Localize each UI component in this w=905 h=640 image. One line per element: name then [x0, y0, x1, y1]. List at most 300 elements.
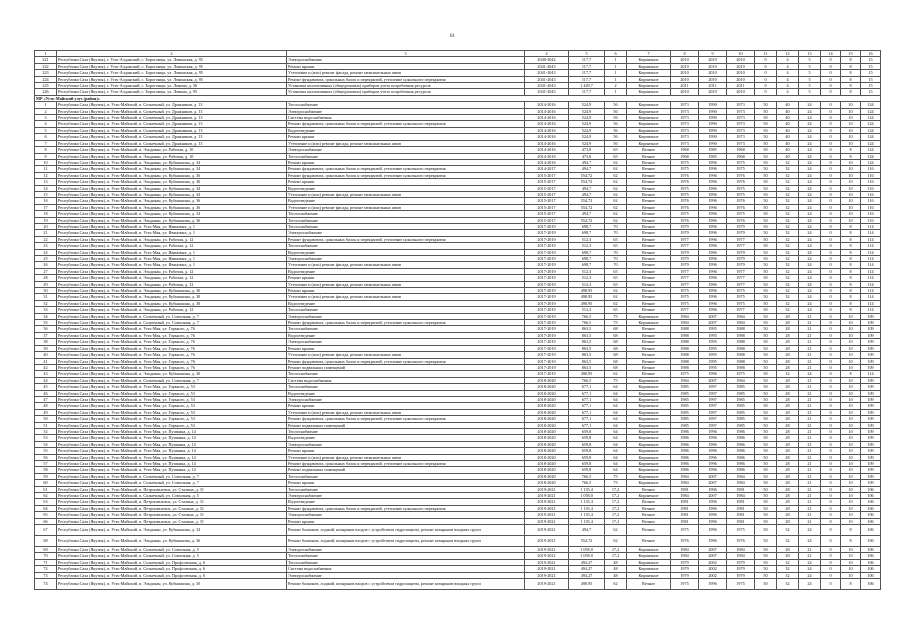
- table-cell: Кирпичное: [627, 547, 671, 553]
- table-cell: 2041-2043: [525, 63, 569, 69]
- table-cell: Ремонт крыши: [287, 179, 525, 185]
- table-cell: 10: [841, 396, 861, 402]
- table-cell: 0: [821, 579, 841, 590]
- table-cell: 50: [755, 243, 777, 249]
- table-cell: 0: [821, 358, 841, 364]
- table-cell: 28: [777, 467, 799, 473]
- table-cell: 32: [777, 579, 799, 590]
- table-cell: 10: [841, 320, 861, 326]
- table-cell: 50: [755, 179, 777, 185]
- table-cell: 1995: [699, 358, 727, 364]
- table-cell: 45: [35, 384, 57, 390]
- table-cell: 50: [755, 512, 777, 518]
- table-cell: Теплоснабжение: [287, 559, 525, 565]
- table-cell: Ремонт фундамента, цокольных балок и перекрытий, утепление цокольного перекрытия: [287, 358, 525, 364]
- table-cell: 64: [35, 505, 57, 511]
- table-cell: 512,3: [569, 281, 605, 287]
- table-cell: 2010: [699, 70, 727, 76]
- table-cell: 17,2: [605, 553, 627, 559]
- table-cell: 10: [841, 566, 861, 572]
- table-cell: 116: [861, 166, 881, 172]
- table-cell: 1986: [727, 467, 755, 473]
- table-cell: 50: [755, 364, 777, 370]
- table-cell: 698,7: [569, 262, 605, 268]
- table-cell: 50: [755, 217, 777, 223]
- table-cell: 1985: [699, 153, 727, 159]
- table-cell: 64: [605, 416, 627, 422]
- table-cell: 10: [841, 326, 861, 332]
- table-cell: 28: [777, 352, 799, 358]
- table-cell: 50: [755, 454, 777, 460]
- table-cell: 28: [777, 409, 799, 415]
- table-cell: 70: [605, 256, 627, 262]
- table-cell: 62: [605, 204, 627, 210]
- table-cell: 1984: [727, 377, 755, 383]
- table-cell: 64: [605, 467, 627, 473]
- table-cell: 0: [821, 262, 841, 268]
- table-cell: 6: [35, 134, 57, 140]
- table-cell: Вечное: [627, 288, 671, 294]
- table-cell: 28: [777, 326, 799, 332]
- table-cell: Водоотведение: [287, 198, 525, 204]
- table-cell: 50: [755, 249, 777, 255]
- table-cell: Теплоснабжение: [287, 553, 525, 559]
- table-cell: 24: [799, 579, 821, 590]
- table-cell: 24: [799, 147, 821, 153]
- table-cell: 1984: [727, 320, 755, 326]
- table-cell: 124: [861, 159, 881, 165]
- table-cell: Республика Саха (Якутия), п. Усть-Майский, п. Усть-Мая, ул. Ивановых, д. 1: [57, 230, 287, 236]
- table-cell: 24: [799, 140, 821, 146]
- table-cell: Электроснабжение: [287, 512, 525, 518]
- table-cell: 1996: [699, 166, 727, 172]
- table-cell: Теплоснабжение: [287, 326, 525, 332]
- table-cell: 1996: [699, 435, 727, 441]
- table-cell: 21: [799, 499, 821, 505]
- table-cell: 494,27: [569, 559, 605, 565]
- table-cell: Установка коллективных (общедомовых) приборов учета потребления ресурсов: [287, 83, 525, 89]
- table-cell: 498,95: [569, 294, 605, 300]
- table-cell: 32: [777, 172, 799, 178]
- table-cell: Республика Саха (Якутия), п. Усть-Майский, п. Эльдикан, ул. Кубышкина, д. 36: [57, 204, 287, 210]
- table-cell: 31: [35, 294, 57, 300]
- capital-repair-table: [34, 50, 881, 590]
- table-cell: 2010: [671, 70, 699, 76]
- table-cell: 659,8: [569, 428, 605, 434]
- table-cell: 1975: [671, 191, 699, 197]
- table-cell: 17,2: [605, 518, 627, 524]
- table-cell: 2017-2019: [525, 345, 569, 351]
- table-cell: 2014-2016: [525, 115, 569, 121]
- table-cell: 1968: [671, 147, 699, 153]
- table-cell: 75: [605, 320, 627, 326]
- table-cell: 1988: [671, 345, 699, 351]
- table-cell: 24: [799, 159, 821, 165]
- table-cell: Республика Саха (Якутия), п. Усть-Майский, п. Эльдикан, ул. Рабочая, д. 12: [57, 243, 287, 249]
- table-cell: 50: [755, 566, 777, 572]
- table-cell: 2011: [671, 83, 699, 89]
- column-header-7: 7: [627, 51, 671, 57]
- table-cell: 56: [605, 121, 627, 127]
- table-cell: 62: [605, 185, 627, 191]
- table-cell: 0: [821, 384, 841, 390]
- table-cell: Вечное: [627, 499, 671, 505]
- table-cell: Кирпичное: [627, 320, 671, 326]
- table-cell: 512,3: [569, 236, 605, 242]
- table-cell: 8: [841, 288, 861, 294]
- table-cell: 57: [35, 461, 57, 467]
- table-cell: 114: [861, 275, 881, 281]
- table-cell: 50: [755, 230, 777, 236]
- table-cell: 1988: [727, 332, 755, 338]
- table-cell: 1997: [699, 390, 727, 396]
- table-cell: 1975: [671, 288, 699, 294]
- table-cell: Республика Саха (Якутия), п. Усть-Майский, п. Петропавловск, ул. Сталина, д. 31: [57, 505, 287, 511]
- table-cell: 1975: [671, 166, 699, 172]
- table-cell: 1985: [727, 416, 755, 422]
- table-cell: Электроснабжение: [287, 256, 525, 262]
- table-cell: 15: [861, 57, 881, 63]
- table-cell: Вечное: [627, 185, 671, 191]
- table-cell: 18: [35, 211, 57, 217]
- table-cell: 10: [841, 185, 861, 191]
- table-cell: Республика Саха (Якутия), п. Усть-Майский, п. Усть-Мая, ул. Ивановых, д. 1: [57, 256, 287, 262]
- table-cell: Республика Саха (Якутия), п. Усть-Майский, п. Солнечный, ул. Дражников, д. 13: [57, 140, 287, 146]
- table-cell: 1 135,4: [569, 512, 605, 518]
- table-cell: 524,9: [569, 140, 605, 146]
- table-cell: 106: [861, 499, 881, 505]
- table-cell: 19: [35, 217, 57, 223]
- table-cell: Республика Саха (Якутия), п. Усть-Майский, п. Усть-Мая, ул. Горького, д. 53: [57, 403, 287, 409]
- table-cell: Вечное: [627, 364, 671, 370]
- table-cell: Республика Саха (Якутия), п. Усть-Майский, п. Усть-Мая, ул. Горького, д. 76: [57, 358, 287, 364]
- table-cell: 1 058,0: [569, 493, 605, 499]
- table-cell: 60: [35, 480, 57, 486]
- table-cell: 1976: [671, 179, 699, 185]
- table-cell: 5: [799, 83, 821, 89]
- table-cell: 24: [799, 115, 821, 121]
- table-cell: 50: [755, 185, 777, 191]
- table-cell: 0: [821, 275, 841, 281]
- table-cell: 75: [605, 377, 627, 383]
- table-cell: 109: [861, 313, 881, 319]
- table-cell: 21: [799, 553, 821, 559]
- table-cell: 1996: [699, 454, 727, 460]
- table-cell: 1973: [727, 115, 755, 121]
- table-cell: Ремонт крыши: [287, 480, 525, 486]
- table-cell: 124: [861, 102, 881, 108]
- table-cell: 1977: [671, 268, 699, 274]
- table-cell: 2017-2019: [525, 249, 569, 255]
- table-cell: 17,2: [605, 499, 627, 505]
- table-cell: 124: [861, 140, 881, 146]
- table-cell: 698,7: [569, 249, 605, 255]
- table-cell: 2002: [699, 572, 727, 578]
- table-cell: 24: [799, 572, 821, 578]
- table-cell: 63: [35, 499, 57, 505]
- table-cell: Вечное: [627, 243, 671, 249]
- table-cell: Вечное: [627, 147, 671, 153]
- table-cell: 50: [755, 473, 777, 479]
- table-cell: 74: [35, 579, 57, 590]
- table-cell: 106: [861, 525, 881, 536]
- table-cell: 50: [755, 352, 777, 358]
- table-cell: Республика Саха (Якутия), п. Усть-Майский, п. Усть-Мая, ул. Горького, д. 53: [57, 416, 287, 422]
- table-cell: 8: [841, 230, 861, 236]
- table-cell: 10: [841, 499, 861, 505]
- table-cell: 222: [35, 63, 57, 69]
- table-cell: 40: [777, 147, 799, 153]
- table-cell: 28: [777, 313, 799, 319]
- table-cell: 50: [755, 461, 777, 467]
- table-cell: 109: [861, 441, 881, 447]
- table-cell: 1 449,7: [569, 83, 605, 89]
- table-cell: 10: [841, 416, 861, 422]
- table-cell: 62: [605, 536, 627, 547]
- table-cell: 8: [841, 223, 861, 229]
- column-header-11: 11: [755, 51, 777, 57]
- table-cell: 75: [605, 473, 627, 479]
- table-cell: Вечное: [627, 217, 671, 223]
- table-cell: 124: [861, 108, 881, 114]
- table-cell: 524,9: [569, 108, 605, 114]
- table-cell: 64: [605, 454, 627, 460]
- table-cell: 1981: [671, 505, 699, 511]
- table-cell: Водоотведение: [287, 249, 525, 255]
- table-cell: Теплоснабжение: [287, 243, 525, 249]
- table-cell: 0: [821, 89, 841, 95]
- table-cell: 32: [777, 275, 799, 281]
- table-cell: 1979: [671, 256, 699, 262]
- table-cell: 70: [605, 230, 627, 236]
- table-cell: Республика Саха (Якутия), п. Усть-Майский, п. Петропавловск, ул. Сталина, д. 31: [57, 486, 287, 492]
- table-cell: Ремонт подвальных помещений: [287, 467, 525, 473]
- table-cell: Ремонт подвальных помещений: [287, 364, 525, 370]
- table-cell: 524,9: [569, 127, 605, 133]
- table-cell: 1979: [671, 572, 699, 578]
- table-cell: Республика Саха (Якутия), п. Усть-Майский, п. Усть-Мая, ул. Пушкина, д. 14: [57, 428, 287, 434]
- table-cell: Электроснабжение: [287, 441, 525, 447]
- table-cell: 50: [755, 268, 777, 274]
- table-cell: 0: [821, 525, 841, 536]
- table-cell: 32: [777, 191, 799, 197]
- table-cell: 1996: [699, 499, 727, 505]
- table-cell: 10: [841, 441, 861, 447]
- table-cell: 5: [799, 89, 821, 95]
- table-cell: 28: [777, 461, 799, 467]
- table-cell: 49: [35, 409, 57, 415]
- table-cell: 68: [605, 326, 627, 332]
- table-cell: Вечное: [627, 262, 671, 268]
- table-cell: 50: [755, 134, 777, 140]
- table-cell: 8: [841, 83, 861, 89]
- table-cell: Кирпичное: [627, 416, 671, 422]
- table-cell: 2018-2020: [525, 409, 569, 415]
- table-cell: 1975: [671, 579, 699, 590]
- table-cell: 1979: [671, 262, 699, 268]
- table-cell: 677,1: [569, 416, 605, 422]
- table-cell: 10: [841, 313, 861, 319]
- table-cell: 73: [35, 572, 57, 578]
- table-cell: 1986: [727, 448, 755, 454]
- table-cell: Теплоснабжение: [287, 371, 525, 377]
- table-cell: 68: [605, 332, 627, 338]
- table-cell: 0: [821, 134, 841, 140]
- table-cell: 32: [777, 536, 799, 547]
- table-cell: 64: [605, 428, 627, 434]
- table-cell: 1984: [727, 473, 755, 479]
- table-cell: 0: [821, 179, 841, 185]
- table-cell: 1979: [671, 559, 699, 565]
- table-cell: Республика Саха (Якутия), п. Усть-Майский, п. Эльдикан, ул. Кубышкина, д. 30: [57, 371, 287, 377]
- table-cell: 0: [821, 448, 841, 454]
- table-cell: 8: [841, 262, 861, 268]
- table-cell: 24: [799, 294, 821, 300]
- table-cell: 0: [821, 307, 841, 313]
- table-cell: Вечное: [627, 191, 671, 197]
- table-cell: 1: [605, 89, 627, 95]
- table-cell: 1996: [699, 191, 727, 197]
- table-cell: 2019-2021: [525, 572, 569, 578]
- table-cell: 24: [799, 243, 821, 249]
- table-cell: 2017-2019: [525, 326, 569, 332]
- table-cell: 1976: [671, 172, 699, 178]
- table-cell: 1988: [671, 326, 699, 332]
- table-cell: Республика Саха (Якутия), п. Усть-Майский, п. Усть-Мая, ул. Горького, д. 76: [57, 332, 287, 338]
- table-cell: Вечное: [627, 525, 671, 536]
- table-cell: 2018-2020: [525, 377, 569, 383]
- table-cell: 0: [821, 127, 841, 133]
- table-cell: Кирпичное: [627, 108, 671, 114]
- table-cell: Система водоснабжения: [287, 377, 525, 383]
- table-cell: 10: [841, 559, 861, 565]
- table-cell: 2010: [699, 89, 727, 95]
- table-cell: 62: [605, 211, 627, 217]
- table-cell: 2010: [727, 76, 755, 82]
- table-cell: 17,2: [605, 486, 627, 492]
- table-cell: Кирпичное: [627, 572, 671, 578]
- table-cell: 50: [755, 121, 777, 127]
- table-cell: 21: [799, 352, 821, 358]
- table-cell: 64: [605, 448, 627, 454]
- table-cell: 0: [821, 352, 841, 358]
- table-cell: Кирпичное: [627, 553, 671, 559]
- table-cell: 65: [605, 147, 627, 153]
- table-cell: 4: [777, 83, 799, 89]
- table-cell: 2010: [727, 70, 755, 76]
- table-cell: Республика Саха (Якутия), п. Усть-Майский, п. Солнечный, ул. Профсоюзная, д. 6: [57, 572, 287, 578]
- table-cell: 1 135,4: [569, 499, 605, 505]
- table-cell: 10: [841, 159, 861, 165]
- table-cell: Ремонт фундамента, цокольных балок и перекрытий, утепление цокольного перекрытия: [287, 505, 525, 511]
- table-cell: 116: [861, 179, 881, 185]
- table-cell: 1986: [671, 435, 699, 441]
- table-cell: 2018-2020: [525, 384, 569, 390]
- table-cell: 51: [35, 422, 57, 428]
- table-cell: 21: [35, 230, 57, 236]
- table-cell: 10: [841, 339, 861, 345]
- table-cell: 109: [861, 364, 881, 370]
- table-cell: 10: [841, 377, 861, 383]
- table-cell: Кирпичное: [627, 566, 671, 572]
- table-cell: 8: [841, 147, 861, 153]
- table-cell: 1995: [699, 364, 727, 370]
- table-cell: Водоотведение: [287, 332, 525, 338]
- table-cell: 2014-2016: [525, 140, 569, 146]
- table-cell: Кирпичное: [627, 403, 671, 409]
- table-cell: 0: [755, 57, 777, 63]
- table-cell: 70: [605, 249, 627, 255]
- table-cell: 24: [799, 153, 821, 159]
- table-cell: 24: [799, 262, 821, 268]
- table-cell: 50: [755, 307, 777, 313]
- table-cell: 32: [777, 566, 799, 572]
- table-cell: 1973: [671, 108, 699, 114]
- table-cell: 0: [821, 153, 841, 159]
- table-cell: 1981: [671, 486, 699, 492]
- table-cell: 10: [841, 332, 861, 338]
- table-cell: 698,7: [569, 223, 605, 229]
- table-cell: 62: [605, 191, 627, 197]
- table-cell: 2017-2019: [525, 275, 569, 281]
- table-cell: 1973: [671, 140, 699, 146]
- table-cell: 659,8: [569, 435, 605, 441]
- table-cell: 50: [755, 572, 777, 578]
- column-header-10: 10: [727, 51, 755, 57]
- table-cell: 28: [777, 499, 799, 505]
- table-cell: 21: [799, 493, 821, 499]
- table-cell: Республика Саха (Якутия), г. Усть-Алданский, с. Борогонцы, ул. Ленинская, д. 95: [57, 63, 287, 69]
- table-cell: 62: [605, 579, 627, 590]
- table-cell: 32: [777, 288, 799, 294]
- table-cell: 28: [777, 553, 799, 559]
- table-cell: 1997: [699, 403, 727, 409]
- table-cell: 56: [605, 134, 627, 140]
- table-cell: 1995: [699, 339, 727, 345]
- table-cell: 1988: [671, 358, 699, 364]
- table-cell: 1985: [727, 403, 755, 409]
- table-cell: 61: [35, 486, 57, 492]
- table-cell: 32: [777, 249, 799, 255]
- table-cell: Кирпичное: [627, 409, 671, 415]
- table-cell: Вечное: [627, 371, 671, 377]
- table-cell: 2018-2020: [525, 461, 569, 467]
- table-cell: 50: [755, 428, 777, 434]
- table-cell: 10: [841, 473, 861, 479]
- column-header-8: 8: [671, 51, 699, 57]
- table-cell: 1979: [727, 223, 755, 229]
- table-cell: 1979: [727, 230, 755, 236]
- table-cell: 0: [821, 211, 841, 217]
- table-cell: 117,7: [569, 57, 605, 63]
- table-row: [35, 536, 881, 547]
- table-cell: 1996: [699, 223, 727, 229]
- table-cell: 2014-2016: [525, 102, 569, 108]
- table-cell: Республика Саха (Якутия), п. Усть-Майский, п. Солнечный, ул. Профсоюзная, д. 6: [57, 559, 287, 565]
- table-cell: Ремонт крыши: [287, 345, 525, 351]
- table-cell: 21: [799, 435, 821, 441]
- table-cell: 1979: [671, 223, 699, 229]
- table-cell: 2018-2020: [525, 448, 569, 454]
- table-cell: 21: [799, 512, 821, 518]
- table-cell: 0: [821, 320, 841, 326]
- table-cell: 13: [35, 179, 57, 185]
- table-cell: 114: [861, 256, 881, 262]
- table-cell: 10: [841, 505, 861, 511]
- table-cell: 863,5: [569, 364, 605, 370]
- table-cell: 659,8: [569, 461, 605, 467]
- table-cell: Утепление и (или) ремонт фасада, ремонт межпанельных швов: [287, 140, 525, 146]
